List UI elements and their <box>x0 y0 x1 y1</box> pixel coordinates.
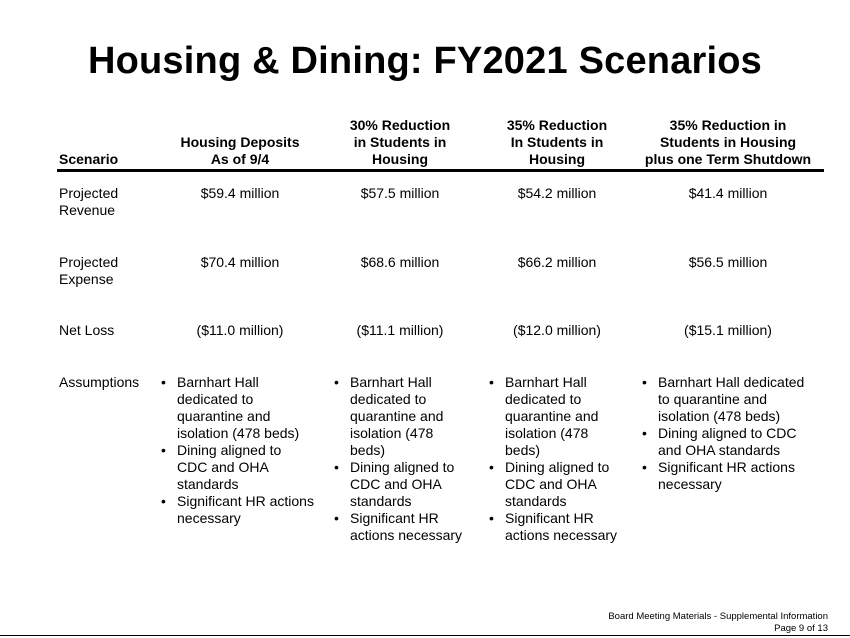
bottom-divider <box>0 635 850 636</box>
assumption-item: • Barnhart Hall dedicated to quarantine and isolation (478 beds) <box>334 374 462 459</box>
row-label-projected-revenue <box>59 185 154 219</box>
assumption-item: • Significant HR actions necessary <box>489 510 617 544</box>
header-line: In Students in <box>510 134 604 150</box>
header-divider <box>57 169 824 172</box>
header-line: plus one Term Shutdown <box>644 151 812 167</box>
assumption-item: • Significant HR actions necessary <box>334 510 462 544</box>
row-label-line: Projected <box>59 254 119 270</box>
expense-35-reduction: $66.2 million <box>517 254 597 270</box>
revenue-housing-deposits: $59.4 million <box>200 185 280 201</box>
header-line: Housing Deposits <box>180 134 300 150</box>
header-line: Students in Housing <box>659 134 797 150</box>
row-label-net-loss <box>59 322 154 339</box>
net-loss-housing-deposits: ($11.0 million) <box>196 322 284 338</box>
header-line: Housing <box>529 151 585 167</box>
assumption-item: • Dining aligned to CDC and OHA standards <box>161 442 314 493</box>
expense-30-reduction: $68.6 million <box>360 254 440 270</box>
footer-source: Board Meeting Materials - Supplemental Information <box>608 611 828 622</box>
row-label-line: Assumptions <box>59 374 140 390</box>
assumption-item: • Barnhart Hall dedicated to quarantine and isolation (478 beds) <box>642 374 804 425</box>
header-scenario: Scenario <box>59 151 119 167</box>
assumption-item: • Dining aligned to CDC and OHA standards <box>334 459 462 510</box>
net-loss-30-reduction: ($11.1 million) <box>356 322 444 338</box>
header-line: As of 9/4 <box>210 151 270 167</box>
header-line: 30% Reduction <box>349 117 451 133</box>
header-line: in Students in <box>353 134 447 150</box>
revenue-35-reduction: $54.2 million <box>517 185 597 201</box>
net-loss-35-reduction-shutdown: ($15.1 million) <box>684 322 772 338</box>
header-housing-deposits <box>165 134 315 168</box>
assumptions-30-reduction <box>334 374 462 544</box>
assumption-item: • Significant HR actions necessary <box>161 493 314 527</box>
expense-housing-deposits: $70.4 million <box>200 254 280 270</box>
assumption-item: • Dining aligned to CDC and OHA standards <box>489 459 617 510</box>
row-label-line: Net Loss <box>59 322 115 338</box>
revenue-30-reduction: $57.5 million <box>360 185 440 201</box>
assumption-item: • Barnhart Hall dedicated to quarantine and isolation (478 beds) <box>161 374 314 442</box>
row-label-line: Revenue <box>59 202 116 218</box>
assumption-item: • Dining aligned to CDC and OHA standards <box>642 425 804 459</box>
assumptions-35-reduction-shutdown <box>642 374 804 493</box>
header-line: Housing <box>372 151 428 167</box>
slide-title: Housing & Dining: FY2021 Scenarios <box>87 40 763 82</box>
header-line: 35% Reduction <box>506 117 608 133</box>
footer <box>608 611 828 635</box>
header-35-reduction <box>482 117 632 168</box>
header-30-reduction <box>325 117 475 168</box>
assumptions-35-reduction <box>489 374 617 544</box>
assumption-item: • Significant HR actions necessary <box>642 459 804 493</box>
header-line: 35% Reduction in <box>669 117 787 133</box>
assumption-item: • Barnhart Hall dedicated to quarantine and isolation (478 beds) <box>489 374 617 459</box>
revenue-35-reduction-shutdown: $41.4 million <box>688 185 768 201</box>
row-label-projected-expense <box>59 254 154 288</box>
row-label-line: Projected <box>59 185 119 201</box>
expense-35-reduction-shutdown: $56.5 million <box>688 254 768 270</box>
row-label-assumptions <box>59 374 154 391</box>
row-label-line: Expense <box>59 271 114 287</box>
header-35-reduction-shutdown <box>638 117 818 168</box>
assumptions-housing-deposits <box>161 374 314 527</box>
footer-page-number: Page 9 of 13 <box>774 623 828 634</box>
net-loss-35-reduction: ($12.0 million) <box>513 322 601 338</box>
